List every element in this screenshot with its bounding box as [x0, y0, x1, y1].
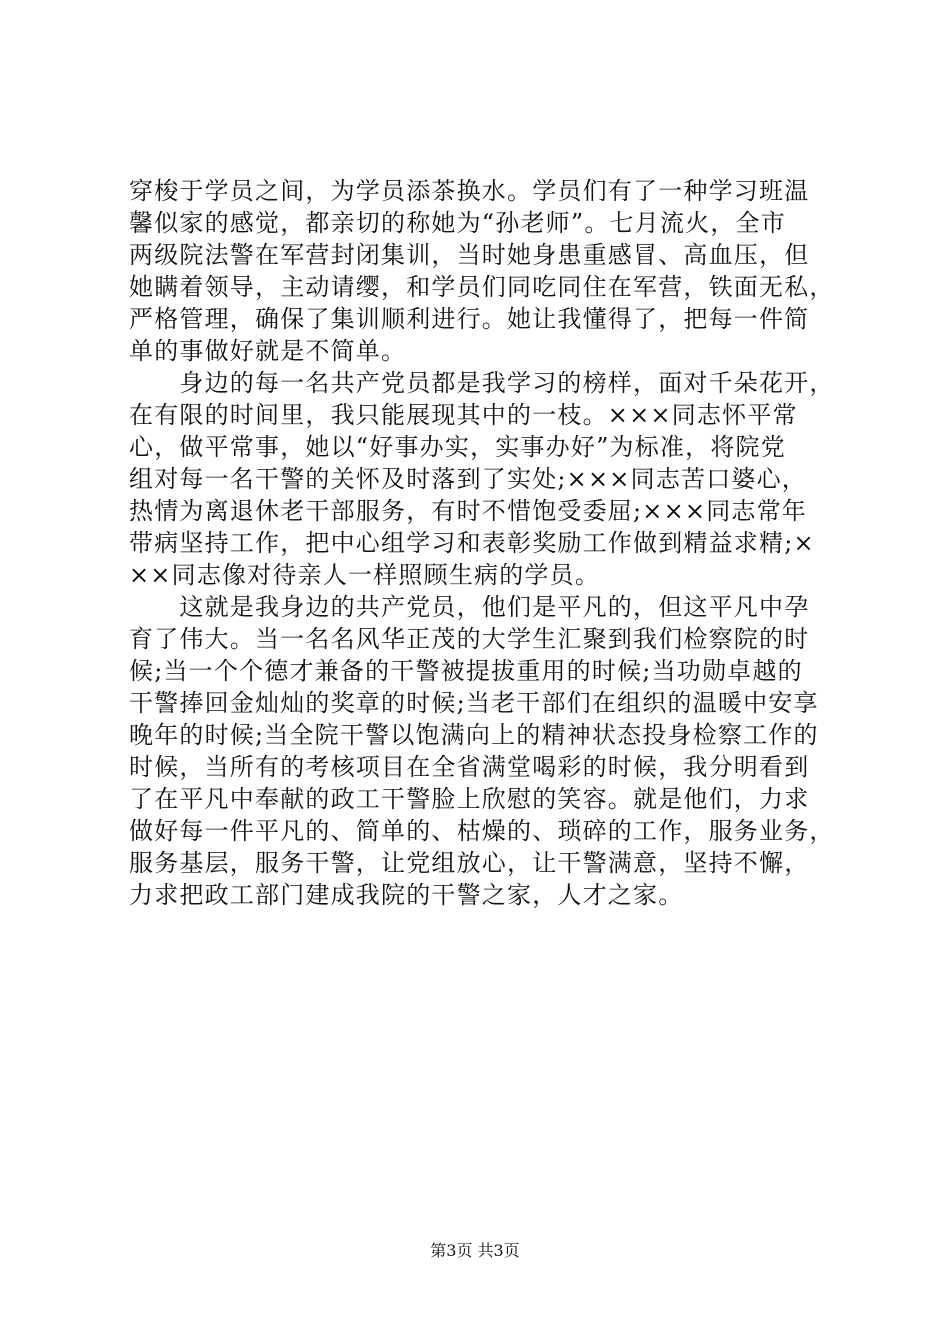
text-line: 时候，当所有的考核项目在全省满堂喝彩的时候，我分明看到 [129, 753, 810, 781]
text-line: 馨似家的感觉，都亲切的称她为“孙老师”。七月流火，全市 [129, 209, 786, 237]
text-line: 育了伟大。当一名名风华正茂的大学生汇聚到我们检察院的时 [129, 625, 810, 653]
text-line: 穿梭于学员之间，为学员添茶换水。学员们有了一种学习班温 [129, 177, 810, 205]
text-line: 身边的每一名共产党员都是我学习的榜样，面对千朵花开， [129, 369, 835, 397]
text-line: 严格管理，确保了集训顺利进行。她让我懂得了，把每一件简 [129, 305, 810, 333]
text-line: 服务基层，服务干警，让党组放心，让干警满意，坚持不懈， [129, 849, 810, 877]
text-line: 她瞒着领导，主动请缨，和学员们同吃同住在军营，铁面无私， [129, 273, 835, 301]
text-line: 热情为离退休老干部服务，有时不惜饱受委屈;×××同志常年 [129, 497, 808, 525]
text-line: 力求把政工部门建成我院的干警之家，人才之家。 [129, 881, 684, 909]
text-line: 组对每一名干警的关怀及时落到了实处;×××同志苦口婆心， [129, 465, 808, 493]
text-line: 干警捧回金灿灿的奖章的时候;当老干部们在组织的温暖中安享 [129, 689, 819, 717]
page-number-footer: 第3页 共3页 [430, 1241, 520, 1260]
text-line: 在有限的时间里，我只能展现其中的一枝。×××同志怀平常 [129, 401, 798, 429]
text-line: 两级院法警在军营封闭集训，当时她身患重感冒、高血压，但 [129, 241, 810, 269]
text-line: 心，做平常事，她以“好事办实，实事办好”为标准，将院党 [129, 433, 786, 461]
text-line: 这就是我身边的共产党员，他们是平凡的，但这平凡中孕 [129, 593, 810, 621]
text-line: 了在平凡中奉献的政工干警脸上欣慰的笑容。就是他们，力求 [129, 785, 810, 813]
text-line: ××同志像对待亲人一样照顾生病的学员。 [129, 561, 601, 589]
body-text [129, 175, 835, 911]
text-line: 做好每一件平凡的、简单的、枯燥的、琐碎的工作，服务业务， [129, 817, 835, 845]
text-line: 带病坚持工作，把中心组学习和表彰奖励工作做到精益求精;× [129, 529, 815, 557]
text-line: 晚年的时候;当全院干警以饱满向上的精神状态投身检察工作的 [129, 721, 819, 749]
text-line: 单的事做好就是不简单。 [129, 337, 407, 365]
text-line: 候;当一个个德才兼备的干警被提拔重用的时候;当功勋卓越的 [129, 657, 803, 685]
